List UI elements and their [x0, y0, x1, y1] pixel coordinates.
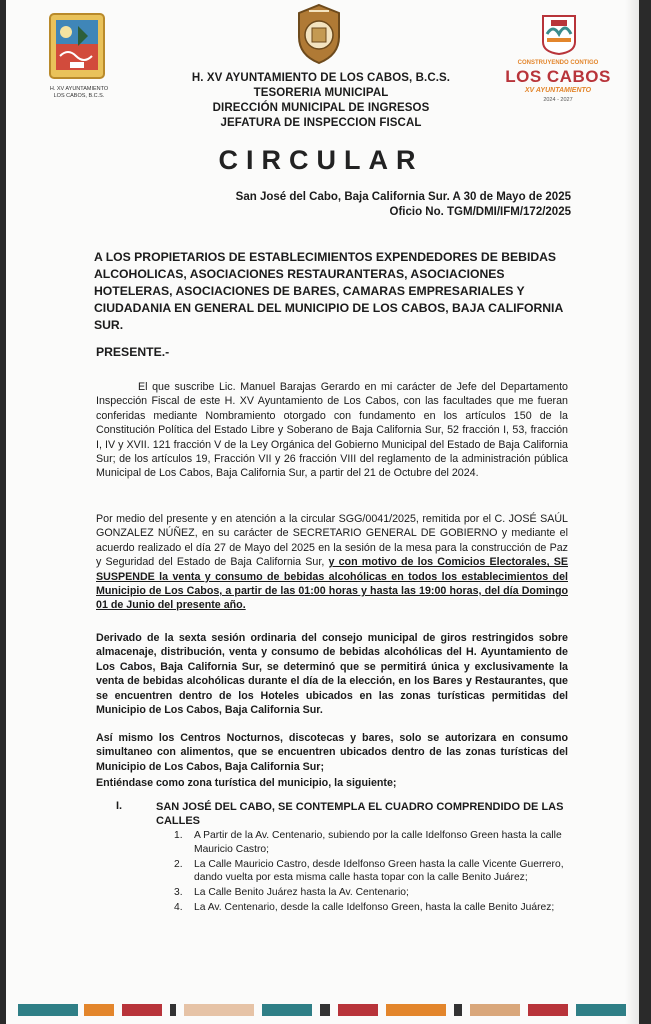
left-logo-caption: H. XV AYUNTAMIENTO LOS CABOS, B.C.S.	[49, 86, 109, 99]
logo-tagline: CONSTRUYENDO CONTIGO	[517, 60, 599, 66]
logo-sub: XV AYUNTAMIENTO	[524, 87, 592, 94]
list-item-text: La Calle Benito Juárez hasta la Av. Centenario;	[194, 887, 409, 899]
paragraph-zone-intro: Entiéndase como zona turística del municipio, la siguiente;	[96, 777, 397, 789]
header-line: DIRECCIÓN MUNICIPAL DE INGRESOS	[212, 102, 430, 114]
logo-years: 2024 - 2027	[543, 97, 573, 103]
paragraph-suspension-notice: y con motivo de los Comicios Electorales, SE SUSPENDE la venta y consumo de bebidas alcohólicas en todos los establecimientos del Municipio de Los Cabos, a partir de las 01:00 horas y hasta las 19:00 horas, del día Domingo 01 de Junio del presente año.	[96, 556, 568, 612]
page-edge-shadow	[625, 0, 639, 1024]
list-item	[174, 858, 566, 886]
list-item-number: 3.	[174, 887, 183, 899]
street-list	[174, 829, 566, 916]
office-number: Oficio No. TGM/DMI/IFM/172/2025	[389, 205, 571, 218]
decorative-footer-band	[6, 1000, 639, 1018]
logo-name: LOS CABOS	[505, 67, 611, 86]
list-item-number: 4.	[174, 901, 183, 913]
salutation: PRESENTE.-	[96, 345, 170, 359]
tesoreria-seal-icon	[295, 3, 343, 65]
header-line: H. XV AYUNTAMIENTO DE LOS CABOS, B.C.S.	[191, 72, 451, 84]
addressee: A LOS PROPIETARIOS DE ESTABLECIMIENTOS EXPENDEDORES DE BEBIDAS ALCOHOLICAS, ASOCIACIONES RESTAURANTERAS, ASOCIACIONES HOTELERAS, ASOCIACIONES DE BARES, CAMARAS EMPRESARIALES Y CIUDADANIA EN GENERAL DEL MUNICIPIO DE LOS CABOS, BAJA CALIFORNIA SUR.	[94, 250, 563, 332]
paragraph-nightclubs: Así mismo los Centros Nocturnos, discotecas y bares, solo se autorizara en consumo simultaneo con alimentos, que se encuentren ubicados dentro de las zonas turísticas del Municipio de Los Cabos, Baja California Sur;	[96, 732, 568, 773]
paragraph-exception: Derivado de la sexta sesión ordinaria del consejo municipal de giros restringidos sobre almacenaje, distribución, venta y consumo de bebidas alcohólicas del H. Ayuntamiento de Los Cabos, Baja California Sur, se determinó que se permitirá única y exclusivamente la venta de bebidas alcohólicas durante el día de la elección, en los Bares y Restaurantes, que se encuentren dentro de los Hoteles ubicados en las zonas turísticas permitidas del Municipio de Los Cabos, Baja California Sur.	[96, 632, 568, 717]
list-item-number: 2.	[174, 858, 183, 870]
los-cabos-logo	[503, 8, 613, 108]
list-item	[174, 829, 566, 857]
list-item-number: 1.	[174, 830, 183, 841]
document-page	[6, 0, 639, 1024]
los-cabos-emblem-icon	[539, 12, 579, 56]
document-header	[156, 71, 486, 131]
date-block	[236, 190, 571, 219]
section-title: SAN JOSÉ DEL CABO, SE CONTEMPLA EL CUADRO COMPRENDIDO DE LAS CALLES	[156, 801, 564, 827]
list-item-text: La Calle Mauricio Castro, desde Idelfonso Green hasta la calle Vicente Guerrero, dando vuelta por esta misma calle hasta topar con la calle Benito Juárez;	[194, 858, 564, 884]
header-line: JEFATURA DE INSPECCION FISCAL	[220, 117, 422, 129]
paragraph-authority: El que suscribe Lic. Manuel Barajas Gerardo en mi carácter de Jefe del Departamento Inspección Fiscal de este H. XV Ayuntamiento de Los Cabos, con las facultades que me fueran conferidas mediante Nombramiento otorgado con fundamento en los artículos 150 de la Constitución Política del Estado Libre y Soberano de Baja California Sur, 52 fracción I, 53, fracción I, IV y XVII. 121 fracción V de la Ley Orgánica del Gobierno Municipal del Estado de Baja California Sur; de los artículos 19, Fracción VII y 26 fracción VIII del reglamento de la administración pública Municipal de Los Cabos, Baja California Sur, a partir del 21 de Octubre del 2024.	[96, 381, 568, 480]
list-item-text: A Partir de la Av. Centenario, subiendo por la calle Idelfonso Green hasta la calle Mauricio Castro;	[194, 830, 562, 855]
document-title: CIRCULAR	[218, 145, 424, 175]
coat-of-arms-logo	[48, 12, 106, 82]
paragraph-suspension-intro: Por medio del presente y en atención a la circular SGG/0041/2025, remitida por el C. JOSÉ SAÚL GONZALEZ NÚÑEZ, en su carácter de SECRETARIO GENERAL DE GOBIERNO y mediante el acuerdo realizado el día 27 de Mayo del 2025 en la sesión de la mesa para la construcción de Paz y Seguridad del Estado de Baja California Sur,	[96, 513, 568, 569]
list-item	[174, 901, 566, 915]
list-item	[174, 886, 566, 900]
section-number: I.	[116, 800, 123, 812]
paragraph-suspension	[96, 512, 568, 613]
header-line: TESORERIA MUNICIPAL	[253, 87, 389, 99]
list-item-text: La Av. Centenario, desde la calle Idelfonso Green, hasta la calle Benito Juárez;	[194, 901, 555, 913]
date-line: San José del Cabo, Baja California Sur. A 30 de Mayo de 2025	[235, 191, 571, 203]
